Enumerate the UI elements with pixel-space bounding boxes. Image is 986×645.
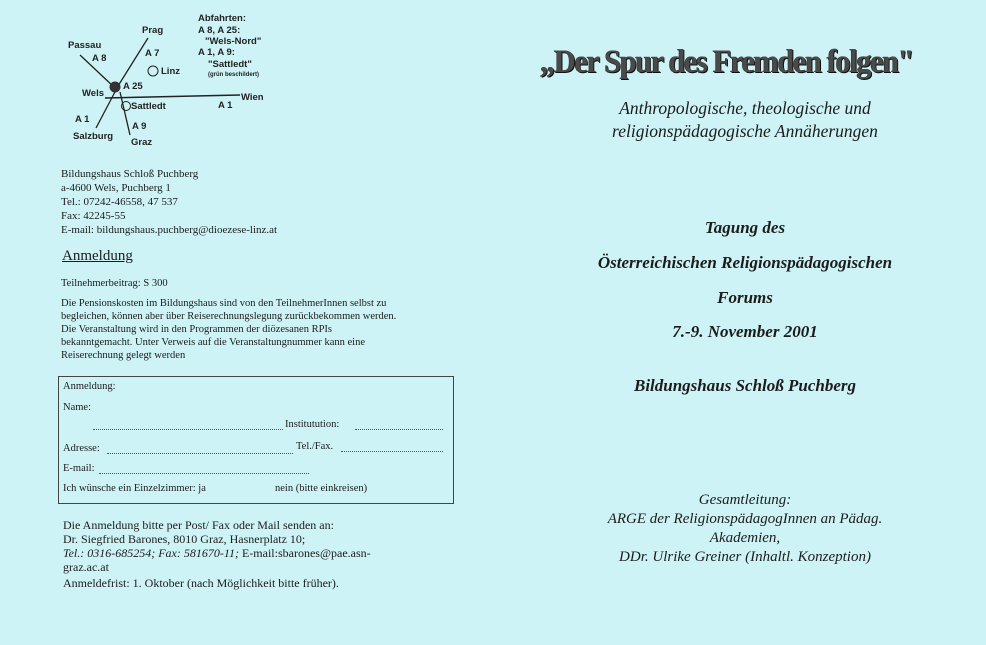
map-label-a7: A 7 [145,48,160,59]
map-label-a9: A 9 [132,121,147,132]
abfahrten-note: (grün beschildert) [208,72,260,78]
form-institution-label: Institutution: [285,419,340,430]
map-label-wien: Wien [241,92,264,103]
form-adresse-label: Adresse: [63,443,100,454]
map-label-a8: A 8 [92,53,107,64]
map-label-passau: Passau [68,40,102,51]
send-email: E-mail:sbarones@pae.asn- [238,546,371,560]
form-telfax-label: Tel./Fax. [296,441,334,452]
leitung-line-2: ARGE der ReligionspädagogInnen an Pädag. [607,511,883,527]
map-label-sattledt: Sattledt [131,101,166,112]
deadline-text: Anmeldefrist: 1. Oktober (nach Möglichkeit bitte früher). [63,576,339,590]
info-line-4: bekanntgemacht. Unter Verweis auf die Veranstaltungnummer kann eine [61,337,366,348]
send-tel-fax: Tel.: 0316-685254; Fax: 581670-11; [63,546,239,560]
event-date: 7.-9. November 2001 [672,322,818,341]
anmeldung-heading: Anmeldung [62,248,133,264]
map-label-a25: A 25 [123,81,143,92]
info-line-2: begleichen, können aber über Reiserechnungslegung zurückbekommen werden. [61,311,397,322]
abfahrten-title: Abfahrten: [198,13,247,24]
subtitle-line-2: religionspädagogische Annäherungen [612,121,878,141]
adresse-field[interactable] [107,453,293,454]
abfahrten-line3: A 1, A 9: [198,47,235,58]
address-line-1: Bildungshaus Schloß Puchberg [61,168,199,180]
send-line-4: graz.ac.at [63,560,109,574]
send-line-1: Die Anmeldung bitte per Post/ Fax oder Mail senden an: [63,518,334,532]
subtitle-line-1: Anthropologische, theologische und [619,98,871,118]
send-line-2: Dr. Siegfried Barones, 8010 Graz, Hasnerplatz 10; [63,532,306,546]
email-field[interactable] [99,473,309,474]
map-label-graz: Graz [131,137,153,148]
form-nein-option[interactable]: nein (bitte einkreisen) [275,483,368,494]
send-line-3 [63,546,371,560]
route-map-lines [0,0,330,160]
abfahrten-line2: "Wels-Nord" [205,36,262,47]
map-label-linz: Linz [161,66,180,77]
wels-marker [110,82,121,93]
telfax-field[interactable] [341,451,443,452]
abfahrten-line1: A 8, A 25: [198,25,241,36]
form-title: Anmeldung: [63,381,116,392]
organization-text: Österreichischen Religionspädagogischen [597,253,893,272]
address-line-2: a-4600 Wels, Puchberg 1 [61,182,171,194]
address-line-5: E-mail: bildungshaus.puchberg@dioezese-linz.at [61,224,278,236]
map-label-wels: Wels [82,88,105,99]
info-line-5: Reiserechnung gelegt werden [61,350,186,361]
map-label-a1-left: A 1 [75,114,90,125]
form-email-label: E-mail: [63,463,95,474]
route-map [0,0,330,160]
name-field[interactable] [93,429,283,430]
fee-text: Teilnehmerbeitrag: S 300 [61,278,168,289]
forums-text: Forums [717,288,773,307]
map-label-salzburg: Salzburg [73,131,114,142]
form-einzelzimmer-label: Ich wünsche ein Einzelzimmer: ja [63,483,206,494]
info-line-3: Die Veranstaltung wird in den Programmen der diözesanen RPIs [61,324,332,335]
address-line-4: Fax: 42245-55 [61,210,126,222]
info-line-1: Die Pensionskosten im Bildungshaus sind von den TeilnehmerInnen selbst zu [61,298,387,309]
address-line-3: Tel.: 07242-46558, 47 537 [61,196,178,208]
form-name-label: Name: [63,402,91,413]
tagung-text: Tagung des [704,218,786,237]
map-label-a1-right: A 1 [218,100,233,111]
map-label-prag: Prag [142,25,164,36]
leitung-line-4: DDr. Ulrike Greiner (Inhaltl. Konzeption) [619,549,871,565]
institution-field[interactable] [355,429,443,430]
abfahrten-line4: "Sattledt" [208,59,252,70]
leitung-line-1: Gesamtleitung: [698,492,792,508]
event-title: „Der Spur des Fremden folgen" [540,44,914,80]
registration-form [58,376,454,504]
event-venue: Bildungshaus Schloß Puchberg [633,376,856,395]
leitung-line-3: Akademien, [709,530,781,546]
